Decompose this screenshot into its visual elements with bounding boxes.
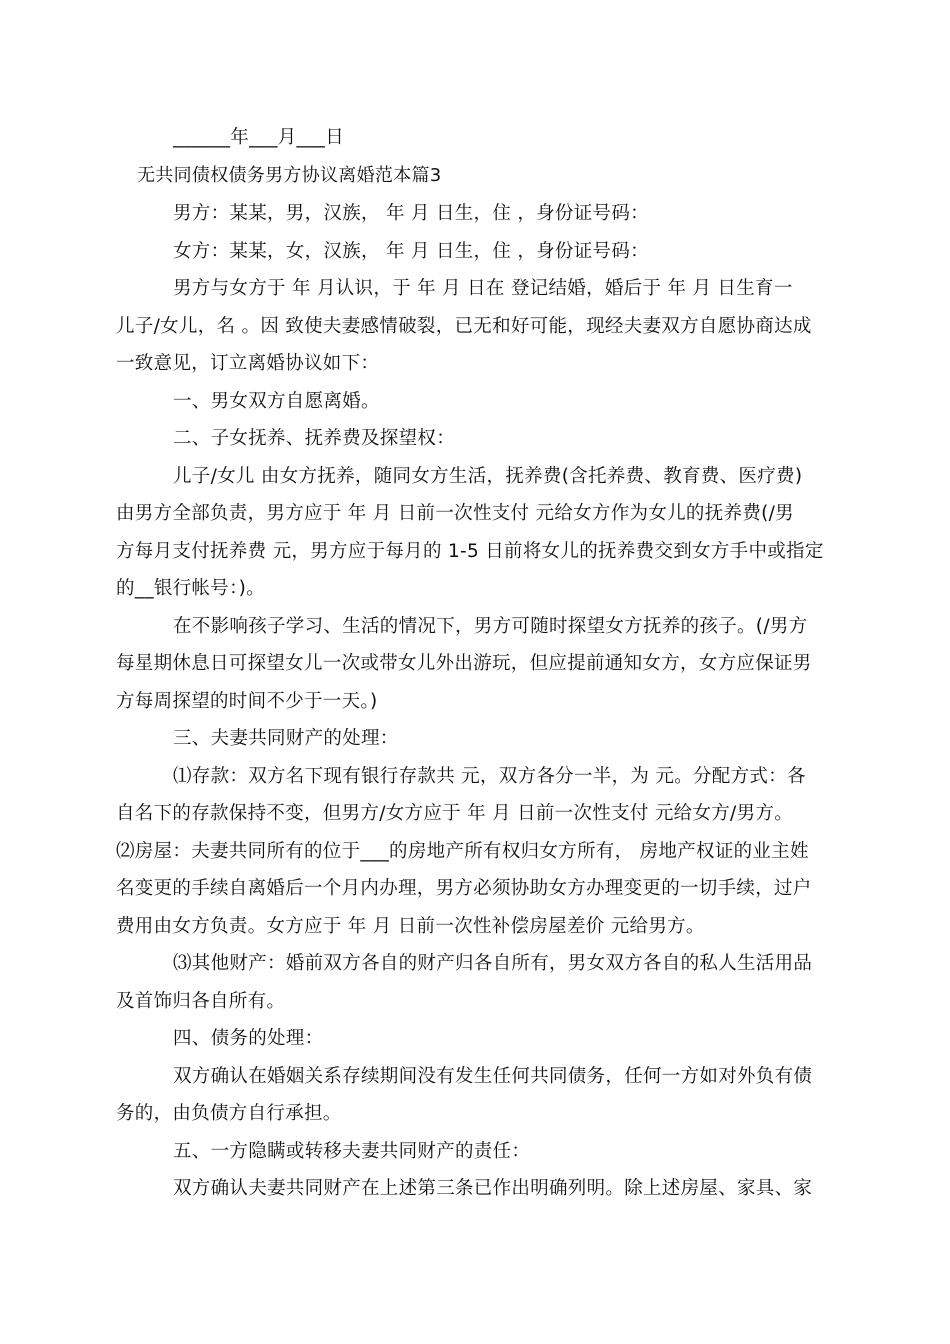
paragraph-line: ⑵房屋：夫妻共同所有的位于___的房地产所有权归女方所有， 房地产权证的业主姓 (116, 841, 809, 862)
paragraph-line: 双方确认夫妻共同财产在上述第三条已作出明确列明。除上述房屋、家具、家 (173, 1178, 813, 1199)
paragraph-line: ⑴存款：双方名下现有银行存款共 元，双方各分一半，为 元。分配方式：各 (173, 766, 806, 787)
paragraph-line: 的__银行帐号：)。 (116, 578, 265, 599)
clause-heading: 二、子女抚养、抚养费及探望权： (173, 428, 456, 449)
paragraph-line: 名变更的手续自离婚后一个月内办理，男方必须协助女方办理变更的一切手续，过户 (116, 878, 812, 899)
clause-heading: 三、夫妻共同财产的处理： (173, 728, 399, 749)
paragraph-line: 由男方全部负责，男方应于 年 月 日前一次性支付 元给女方作为女儿的抚养费(/男 (116, 503, 794, 524)
paragraph-line: 一致意见，订立离婚协议如下： (116, 353, 380, 374)
clause-heading: 五、一方隐瞒或转移夫妻共同财产的责任： (173, 1141, 531, 1162)
paragraph-line: 在不影响孩子学习、生活的情况下，男方可随时探望女方抚养的孩子。(/男方 (173, 616, 808, 637)
paragraph-line: 务的，由负债方自行承担。 (116, 1103, 342, 1124)
section-title: 无共同债权债务男方协议离婚范本篇3 (137, 165, 442, 186)
paragraph-line: 儿子/女儿，名 。因 致使夫妻感情破裂，已无和好可能，现经夫妻双方自愿协商达成 (116, 316, 812, 337)
paragraph-line: 儿子/女儿 由女方抚养，随同女方生活，抚养费(含托养费、教育费、医疗费) (173, 466, 803, 487)
paragraph-line: 每星期休息日可探望女儿一次或带女儿外出游玩，但应提前通知女方，女方应保证男 (116, 653, 812, 674)
clause-heading: 一、男女双方自愿离婚。 (173, 391, 380, 412)
paragraph-line: ⑶其他财产：婚前双方各自的财产归各自所有，男女双方各自的私人生活用品 (173, 953, 813, 974)
paragraph-line: 方每周探望的时间不少于一天。) (116, 691, 378, 712)
wife-info: 女方：某某，女，汉族， 年 月 日生，住 ，身份证号码： (173, 241, 649, 262)
husband-info: 男方：某某，男，汉族， 年 月 日生，住 ，身份证号码： (173, 203, 649, 224)
paragraph-line: 费用由女方负责。女方应于 年 月 日前一次性补偿房屋差价 元给男方。 (116, 916, 705, 937)
paragraph-line: 双方确认在婚姻关系存续期间没有发生任何共同债务，任何一方如对外负有债 (173, 1066, 813, 1087)
paragraph-line: 男方与女方于 年 月认识，于 年 月 日在 登记结婚，婚后于 年 月 日生育一 (173, 278, 793, 299)
date-line: ______年___月___日 (173, 127, 345, 148)
clause-heading: 四、债务的处理： (173, 1028, 324, 1049)
paragraph-line: 及首饰归各自所有。 (116, 991, 286, 1012)
paragraph-line: 方每月支付抚养费 元，男方应于每月的 1-5 日前将女儿的抚养费交到女方手中或指定 (116, 541, 824, 562)
paragraph-line: 自名下的存款保持不变，但男方/女方应于 年 月 日前一次性支付 元给女方/男方。 (116, 803, 793, 824)
